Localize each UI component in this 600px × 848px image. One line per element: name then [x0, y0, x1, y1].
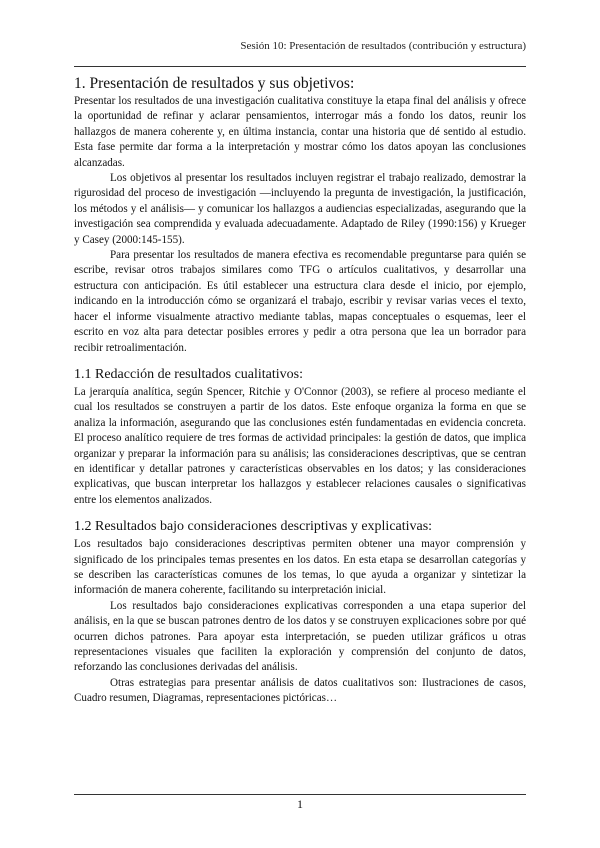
section-heading: 1. Presentación de resultados y sus objetivos: [74, 75, 355, 92]
section-presentacion-resultados [74, 74, 526, 356]
paragraph: Otras estrategias para presentar análisis de datos cualitativos son: Ilustraciones de casos, Cuadro resumen, Diagramas, representaciones pictóricas… [74, 676, 526, 705]
paragraph: Los resultados bajo consideraciones descriptivas permiten obtener una mayor comprensión y significado de los principales temas presentes en los datos. En esta etapa se desarrollan categorías y se describen las características comunes de los temas, lo que ayuda a organizar y sintetizar la información de manera coherente, facilitando su interpretación inicial. [74, 538, 526, 597]
paragraph: Los resultados bajo consideraciones explicativas corresponden a una etapa superior del análisis, en la que se buscan patrones dentro de los datos y se construyen explicaciones sobre por qué ocurren dichos patrones. Para apoyar esta interpretación, se pueden utilizar gráficos u otras representaciones visuales que faciliten la exploración y comprensión del conjunto de datos, reforzando las conclusiones derivadas del análisis. [74, 599, 526, 674]
footer-rule [74, 794, 526, 795]
subsection-heading: 1.1 Redacción de resultados cualitativos: [74, 366, 303, 382]
section-redaccion-resultados [74, 366, 526, 508]
header-rule [74, 66, 526, 67]
page-number: 1 [297, 797, 303, 811]
paragraph: La jerarquía analítica, según Spencer, Ritchie y O'Connor (2003), se refiere al proceso mediante el cual los resultados se construyen a partir de los datos. Este enfoque organiza la forma en que se analiza la información, asegurando que las conclusiones estén fundamentadas en evidencia concreta. El proceso analítico requiere de tres formas de actividad principales: la gestión de datos, que implica organizar y preparar la información para su análisis; las consideraciones descriptivas, que se centran en identificar y detallar patrones y características observables en los datos; y las consideraciones explicativas, que buscan interpretar los hallazgos y establecer relaciones causales o significativas entre los elementos analizados. [74, 385, 526, 506]
running-header: Sesión 10: Presentación de resultados (contribución y estructura) [240, 40, 526, 52]
paragraph: Presentar los resultados de una investigación cualitativa constituye la etapa final del análisis y ofrece la oportunidad de refinar y aclarar pensamientos, interrogar más a fondo los datos, reunir los hallazgos de manera coherente y, en última instancia, contar una historia que dé sentido al estudio. Esta fase permite dar forma a la interpretación y mostrar cómo los datos apoyan las conclusiones alcanzadas. [74, 95, 526, 169]
paragraph: Para presentar los resultados de manera efectiva es recomendable preguntarse para quién se escribe, revisar otros trabajos similares como TFG o artículos cualitativos, y desarrollar una estructura con anticipación. Es útil establecer una estructura clara desde el inicio, por ejemplo, indicando en la introducción cómo se organizará el trabajo, escribir y revisar varias veces el texto, hacer el informe visualmente atractivo mediante tablas, mapas conceptuales o esquemas, leer el escrito en voz alta para detectar posibles errores y pedir a otra persona que lea un borrador para recibir retroalimentación. [74, 249, 526, 354]
section-consideraciones [74, 518, 526, 706]
paragraph: Los objetivos al presentar los resultados incluyen registrar el trabajo realizado, demostrar la rigurosidad del proceso de investigación —incluyendo la pregunta de investigación, la justificación, los métodos y el análisis— y comunicar los hallazgos a audiencias especializadas, asegurando que la investigación sea comprendida y evaluada adecuadamente. Adaptado de Riley (1990:156) y Krueger y Casey (2000:145-155). [74, 172, 526, 246]
page-content [74, 74, 526, 717]
subsection-heading: 1.2 Resultados bajo consideraciones descriptivas y explicativas: [74, 519, 433, 535]
